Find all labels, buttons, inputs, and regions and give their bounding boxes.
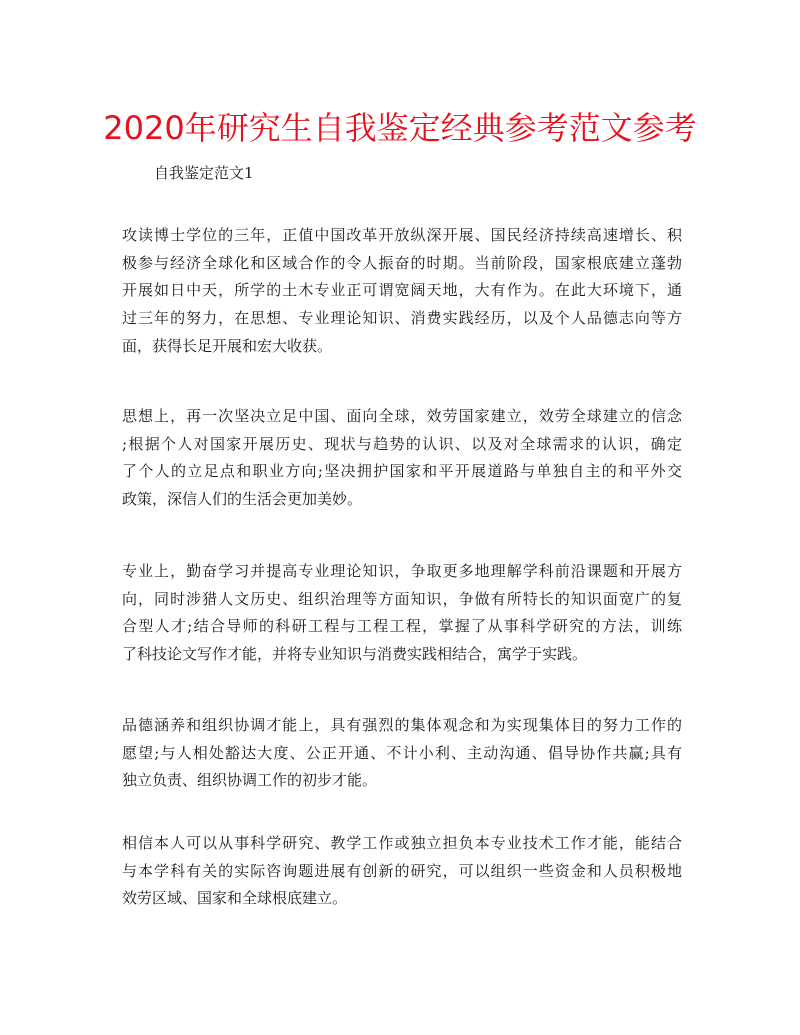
paragraph-line: 了个人的立足点和职业方向;坚决拥护国家和平开展道路与单独自主的和平外交 — [122, 462, 682, 481]
paragraph-line: 合型人才;结合导师的科研工程与工程工程，掌握了从事科学研究的方法，训练 — [122, 617, 682, 636]
paragraph-line: 政策，深信人们的生活会更加美妙。 — [122, 490, 363, 509]
paragraph-line: 品德涵养和组织协调才能上，具有强烈的集体观念和为实现集体目的努力工作的 — [122, 716, 682, 734]
paragraph-line: 攻读博士学位的三年，正值中国改革开放纵深开展、国民经济持续高速增长、积 — [122, 226, 682, 244]
paragraph-line: 向，同时涉猎人文历史、组织治理等方面知识，争做有所特长的知识面宽广的复 — [122, 589, 682, 608]
paragraph-line: 相信本人可以从事科学研究、教学工作或独立担负本专业技术工作才能，能结合 — [122, 834, 682, 852]
paragraph — [122, 712, 682, 795]
paragraph-line: 愿望;与人相处豁达大度、公正开通、不计小利、主动沟通、倡导协作共赢;具有 — [122, 743, 682, 762]
paragraph-line: 效劳区域、国家和全球根底建立。 — [122, 889, 348, 908]
paragraph-line: 专业上，勤奋学习并提高专业理论知识，争取更多地理解学科前沿课题和开展方 — [122, 562, 682, 580]
paragraph-line: 极参与经济全球化和区域合作的令人振奋的时期。当前阶段，国家根底建立蓬勃 — [122, 253, 682, 272]
paragraph-line: 过三年的努力，在思想、专业理论知识、消费实践经历，以及个人品德志向等方 — [122, 309, 682, 328]
paragraph-line: 思想上，再一次坚决立足中国、面向全球，效劳国家建立，效劳全球建立的信念 — [122, 407, 682, 425]
document-subtitle: 自我鉴定范文1 — [154, 164, 254, 182]
paragraph-line: 了科技论文写作才能，并将专业知识与消费实践相结合，寓学于实践。 — [122, 645, 588, 664]
paragraph-line: ;根据个人对国家开展历史、现状与趋势的认识、以及对全球需求的认识，确定 — [122, 434, 682, 453]
paragraph-line: 独立负责、组织协调工作的初步才能。 — [122, 771, 378, 790]
paragraph-line: 面，获得长足开展和宏大收获。 — [122, 336, 333, 355]
document-title: 2020年研究生自我鉴定经典参考范文参考 — [103, 109, 697, 147]
paragraph-line: 开展如日中天，所学的土木专业正可谓宽阔天地，大有作为。在此大环境下，通 — [122, 281, 682, 300]
paragraph — [122, 222, 682, 361]
paragraph — [122, 403, 682, 514]
paragraph — [122, 830, 682, 913]
paragraph — [122, 558, 682, 669]
paragraph-line: 与本学科有关的实际咨询题进展有创新的研究，可以组织一些资金和人员积极地 — [122, 861, 682, 880]
